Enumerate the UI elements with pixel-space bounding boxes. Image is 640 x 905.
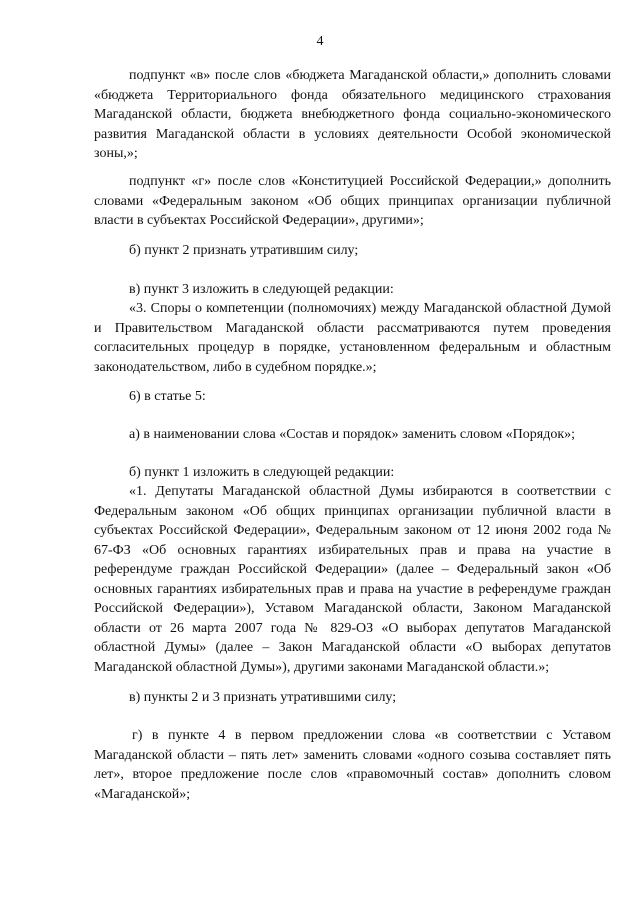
paragraph-item-b-point-1: б) пункт 1 изложить в следующей редакции: — [129, 465, 395, 480]
paragraph-item-a-title: а) в наименовании слова «Состав и порядок» заменить словом «Порядок»; — [129, 427, 576, 442]
paragraph-item-v-point-3: в) пункт 3 изложить в следующей редакции: — [129, 282, 394, 297]
page-number: 4 — [316, 34, 324, 49]
paragraph-quote-point-3: «3. Споры о компетенции (полномочиях) между Магаданской областной Думой и Правительством Магаданской области рассматриваются путем проведения согласительных процедур в порядке, установленном федеральным и областным законодательством, либо в судебном порядке.»; — [94, 301, 611, 375]
paragraph-item-v-points-2-3: в) пункты 2 и 3 признать утратившими силу; — [129, 690, 397, 705]
paragraph-article-5: 6) в статье 5: — [129, 389, 206, 404]
paragraph-subitem-g: подпункт «г» после слов «Конституцией Российской Федерации,» дополнить словами «Федеральным законом «Об общих принципах организации публичной власти в субъектах Российской Федерации», другими»; — [94, 174, 611, 228]
paragraph-item-b-point-2: б) пункт 2 признать утратившим силу; — [129, 243, 359, 258]
paragraph-quote-point-1: «1. Депутаты Магаданской областной Думы избираются в соответствии с Федеральным законом «Об общих принципах организации публичной власти в субъектах Российской Федерации», Федеральным законом от 12 июня 2002 года № 67-ФЗ «Об основных гарантиях избирательных прав и права на участие в референдуме граждан Российской Федерации» (далее – Федеральный закон «Об основных гарантиях избирательных прав и права на участие в референдуме граждан Российской Федерации»), Уставом Магаданской области, Законом Магаданской области от 26 марта 2007 года № 829-ОЗ «О выборах депутатов Магаданской областной Думы» (далее – Закон Магаданской области «О выборах депутатов Магаданской областной Думы»), другими законами Магаданской области.»; — [94, 484, 611, 675]
paragraph-item-g-point-4: г) в пункте 4 в первом предложении слова «в соответствии с Уставом Магаданской области – пять лет» заменить словами «одного созыва составляет пять лет», второе предложение после слов «правомочный состав» дополнить словом «Магаданской»; — [94, 728, 611, 802]
paragraph-subitem-v: подпункт «в» после слов «бюджета Магаданской области,» дополнить словами «бюджета Территориального фонда обязательного медицинского страхования Магаданской области, бюджета внебюджетного фонда социально-экономического развития Магаданской области в условиях деятельности Особой экономической зоны,»; — [94, 68, 611, 161]
